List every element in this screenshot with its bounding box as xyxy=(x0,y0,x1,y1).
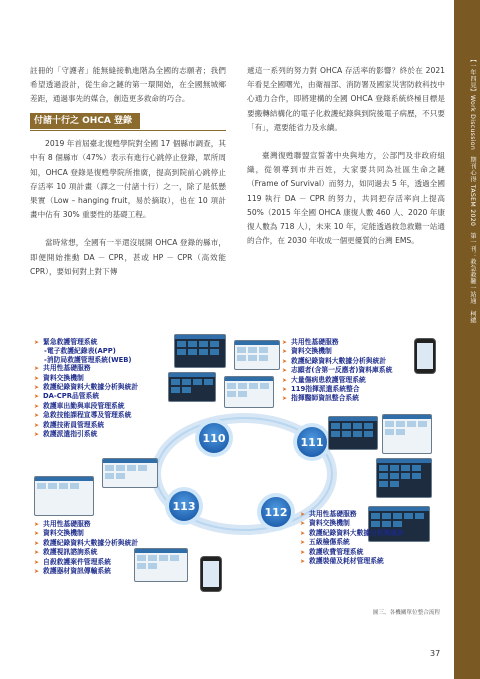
page-number: 37 xyxy=(430,649,441,658)
left-paragraph-2: 2019 年首屆臺北復甦學院對全國 17 個縣市調查，其中有 8 個縣市（47%）表示有進行心跳停止登錄，眾所周知，OHCA 登錄是復甦學院所推廣，提高到院前心跳停止存活率 10 項計畫（譯之一付諸十行）之一，除了是低懸果實（Low – hanging fruit，易於摘取），也在 10 項計畫中佔有 30% 重要性的基礎工程。 xyxy=(30,139,226,220)
list-item: ➤ 救護紀錄資料大數據分析與統計 xyxy=(34,538,139,547)
list-item: ➤ 共用性基礎服務 xyxy=(34,364,91,373)
arrow-icon: ➤ xyxy=(300,558,306,566)
arrow-icon: ➤ xyxy=(282,348,288,356)
arrow-icon: ➤ xyxy=(34,412,40,420)
ecg-screenshot xyxy=(134,548,188,582)
hub-110-label: 110 xyxy=(202,432,226,445)
arrow-icon: ➤ xyxy=(34,558,40,566)
list-item: ➤ 自殺救護案件管理系統 xyxy=(34,557,111,566)
section-title: 付諸十行之 OHCA 登錄 xyxy=(30,113,140,129)
arrow-icon: ➤ xyxy=(34,568,40,576)
arrow-icon: ➤ xyxy=(300,548,306,556)
list-item: ➤ 救護派遣指引系統 xyxy=(34,430,98,439)
list-item: ➤ 資料交換機制 xyxy=(300,519,350,528)
right-column xyxy=(247,64,445,248)
stats-screenshot xyxy=(102,458,158,488)
arrow-icon: ➤ xyxy=(282,339,288,346)
app-screenshot-3 xyxy=(168,372,216,402)
list-item: ➤ 五級檢傷系統 xyxy=(300,538,350,547)
mobile-app-image xyxy=(414,338,436,374)
left-paragraph-3: 當時常想，全國有一半還沒展開 OHCA 登錄的縣市，即便開始推動 DA － CPR，甚或 HP － CPR（高效能 CPR），要如何對上對下傳 xyxy=(30,238,226,276)
list-item: ➤ 救護紀錄資料大數據分析與統計 xyxy=(282,356,387,365)
list-item: ➤ 大量傷病患救護管理系統 xyxy=(282,375,366,384)
arrow-icon: ➤ xyxy=(34,549,40,557)
dispatch-screenshot-1 xyxy=(328,416,378,450)
list-item: -消防局救護管理系統(WEB) xyxy=(44,355,132,364)
list-112 xyxy=(300,510,404,566)
list-item: ➤ 救護視訊諮詢系統 xyxy=(34,548,98,557)
arrow-icon: ➤ xyxy=(34,374,40,382)
list-item: ➤ 資料交換機制 xyxy=(282,347,332,356)
arrow-icon: ➤ xyxy=(34,339,40,346)
list-item: ➤ 救護器材資訊傳輸系統 xyxy=(34,567,111,576)
arrow-icon: ➤ xyxy=(282,367,288,375)
hub-113-label: 113 xyxy=(172,500,196,513)
right-paragraph-2: 臺灣復甦聯盟宣誓著中央與地方，公部門及非政府組織，從領導到市井百姓，大家要共同為社區生命之鏈（Frame of Survival）而努力，如同過去 5 年，透過全國 119 執行 DA － CPR 的努力，共同把存活率向上提高 50%（2015 年全國 OHCA 康復人數 460 人、2020 年康復人數為 718 人），未來 10 年，定能透過救急救難一站通的合作，在 2030 年收成一個更優質的台灣 EMS。 xyxy=(247,151,445,246)
list-item: ➤ 共用性基礎服務 xyxy=(34,520,91,528)
list-item: ➤ 救護紀錄資料大數據分析與統計 xyxy=(34,383,139,392)
section-underline xyxy=(30,130,226,132)
list-item: ➤ 救護技術員管理系統 xyxy=(34,420,105,429)
list-item: -電子救護紀錄表(APP) xyxy=(44,347,116,356)
hub-112-label: 112 xyxy=(264,506,288,519)
app-screenshot-1 xyxy=(174,334,226,368)
list-item: ➤ 共用性基礎服務 xyxy=(300,510,357,518)
arrow-icon: ➤ xyxy=(282,376,288,384)
list-item: ➤ 緊急救護管理系統 xyxy=(34,338,98,346)
arrow-icon: ➤ xyxy=(34,431,40,439)
dispatch-screenshot-3 xyxy=(376,458,432,498)
arrow-icon: ➤ xyxy=(34,530,40,538)
list-item: ➤ 119指揮派遣系統整合 xyxy=(282,385,360,394)
list-110 xyxy=(34,338,138,439)
list-item: ➤ 救護車出勤與車段管理系統 xyxy=(34,401,125,410)
app-screenshot-2 xyxy=(234,340,280,370)
list-item: ➤ 急救技能課程宣導及管理系統 xyxy=(34,411,132,420)
figure-caption: 圖三、各機關單位整合流程 xyxy=(372,610,440,616)
list-item: ➤ 資料交換機制 xyxy=(34,529,84,538)
device-image xyxy=(200,556,222,592)
list-item: ➤ 共用性基礎服務 xyxy=(282,338,339,346)
arrow-icon: ➤ xyxy=(300,520,306,528)
left-paragraph-1: 註冊的「守護者」能無縫接軌進階為全國的志願者；我們希望透過設計，從生命之鏈的第一環開始，在全國無城鄉差距，通過事先的媒合，創造更多救命的巧合。 xyxy=(30,66,226,104)
list-item: ➤ 救護紀錄資料大數據分析與統計 xyxy=(300,528,405,537)
list-item: ➤ 資料交換機制 xyxy=(34,373,84,382)
list-113 xyxy=(34,520,138,576)
arrow-icon: ➤ xyxy=(282,357,288,365)
arrow-icon: ➤ xyxy=(300,529,306,537)
video-consult-screenshot xyxy=(34,476,94,516)
list-111 xyxy=(282,338,392,404)
integration-diagram xyxy=(28,334,452,598)
left-column xyxy=(30,64,226,279)
arrow-icon: ➤ xyxy=(282,386,288,394)
right-paragraph-1: 遞這一系列的努力對 OHCA 存活率的影響？終於在 2021 年看見全國曙光，由衛福部、消防署及國家災害防救科技中心通力合作，即將建構的全國 OHCA 登錄系統終極目標是要搬轉結構化的電子化救護紀錄與到院後電子病歷，不只要「有」，還要能省力及永續。 xyxy=(247,66,445,132)
arrow-icon: ➤ xyxy=(34,521,40,528)
list-item: ➤ 指揮醫師資訊整合系統 xyxy=(282,394,359,403)
arrow-icon: ➤ xyxy=(300,511,306,518)
hub-111-label: 111 xyxy=(300,436,324,449)
arrow-icon: ➤ xyxy=(34,402,40,410)
side-band-text: 【一年四見】Work Discussion 期刊心得 TASEM 2020 第一刊：救急救難一站通 柯總 xyxy=(469,56,476,324)
list-item: ➤ 救護裝備及耗材管理系統 xyxy=(300,557,384,566)
arrow-icon: ➤ xyxy=(34,421,40,429)
dispatch-screenshot-2 xyxy=(382,414,432,454)
arrow-icon: ➤ xyxy=(34,384,40,392)
list-item: ➤ DA-CPR品管系統 xyxy=(34,392,100,401)
arrow-icon: ➤ xyxy=(282,395,288,403)
list-item: ➤ 救護收費管理系統 xyxy=(300,547,364,556)
list-item: ➤ 志願者(含第一反應者)資料庫系統 xyxy=(282,366,393,375)
arrow-icon: ➤ xyxy=(300,539,306,547)
app-screenshot-4 xyxy=(224,376,274,408)
arrow-icon: ➤ xyxy=(34,365,40,373)
arrow-icon: ➤ xyxy=(34,539,40,547)
arrow-icon: ➤ xyxy=(34,393,40,401)
